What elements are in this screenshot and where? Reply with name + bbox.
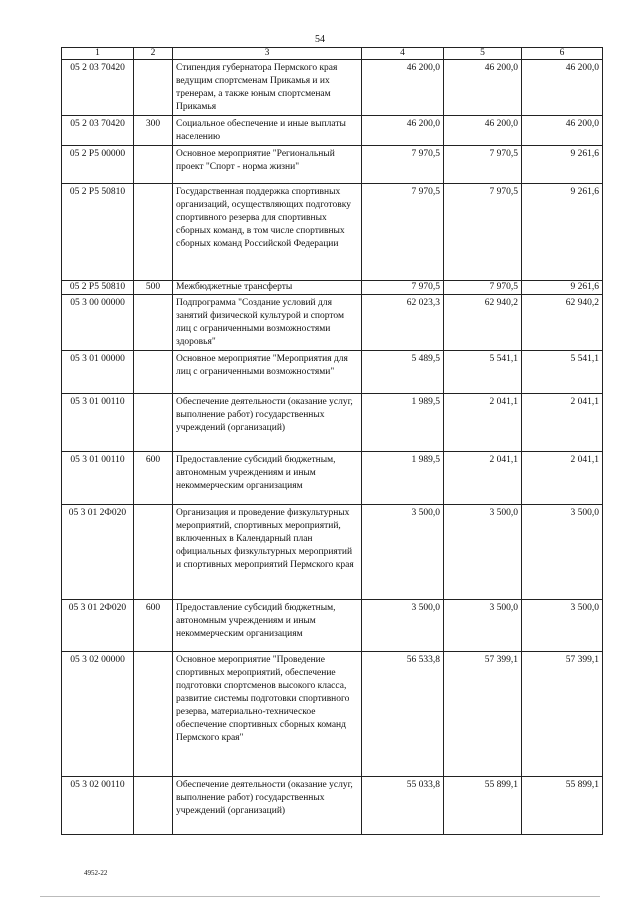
table-row: [62, 60, 603, 116]
row-value-1: 3 500,0: [362, 600, 444, 652]
row-value-3: 9 261,6: [522, 281, 603, 295]
row-value-3: 9 261,6: [522, 184, 603, 281]
row-value-2: 2 041,1: [444, 394, 522, 452]
row-code: 05 3 01 00000: [62, 351, 134, 394]
row-value-1: 7 970,5: [362, 184, 444, 281]
row-value-2: 5 541,1: [444, 351, 522, 394]
table-row: [62, 351, 603, 394]
page-number: 54: [315, 34, 325, 45]
row-value-3: 46 200,0: [522, 60, 603, 116]
header-col-5: 5: [444, 48, 522, 60]
table-row: [62, 295, 603, 351]
row-code: 05 2 03 70420: [62, 60, 134, 116]
row-code: 05 3 00 00000: [62, 295, 134, 351]
row-code: 05 3 01 00110: [62, 394, 134, 452]
header-col-1: 1: [62, 48, 134, 60]
row-name: Основное мероприятие "Мероприятия для лиц с ограниченными возможностями": [173, 351, 362, 394]
row-value-1: 1 989,5: [362, 394, 444, 452]
row-value-1: 3 500,0: [362, 505, 444, 600]
row-value-3: 57 399,1: [522, 652, 603, 777]
row-code: 05 3 01 2Ф020: [62, 600, 134, 652]
page-bottom-divider: [40, 896, 600, 897]
row-value-1: 62 023,3: [362, 295, 444, 351]
row-value-1: 5 489,5: [362, 351, 444, 394]
row-value-3: 62 940,2: [522, 295, 603, 351]
row-expense-type: [134, 184, 173, 281]
row-value-2: 3 500,0: [444, 600, 522, 652]
row-code: 05 3 01 00110: [62, 452, 134, 505]
header-col-4: 4: [362, 48, 444, 60]
header-col-3: 3: [173, 48, 362, 60]
row-value-3: 2 041,1: [522, 452, 603, 505]
row-code: 05 2 03 70420: [62, 116, 134, 146]
row-value-1: 46 200,0: [362, 60, 444, 116]
row-value-3: 2 041,1: [522, 394, 603, 452]
row-expense-type: [134, 652, 173, 777]
row-expense-type: [134, 295, 173, 351]
row-value-1: 1 989,5: [362, 452, 444, 505]
row-value-1: 56 533,8: [362, 652, 444, 777]
row-value-2: 46 200,0: [444, 60, 522, 116]
row-value-3: 55 899,1: [522, 777, 603, 835]
row-value-2: 62 940,2: [444, 295, 522, 351]
header-col-6: 6: [522, 48, 603, 60]
table-row: [62, 184, 603, 281]
table-row: [62, 505, 603, 600]
table-row: [62, 146, 603, 184]
row-value-2: 7 970,5: [444, 146, 522, 184]
table-row: [62, 600, 603, 652]
row-code: 05 2 P5 50810: [62, 184, 134, 281]
row-value-1: 46 200,0: [362, 116, 444, 146]
row-expense-type: [134, 351, 173, 394]
row-name: Обеспечение деятельности (оказание услуг, выполнение работ) государственных учреждений (организаций): [173, 394, 362, 452]
row-code: 05 3 02 00110: [62, 777, 134, 835]
row-name: Государственная поддержка спортивных организаций, осуществляющих подготовку спортивного резерва для спортивных сборных команд, в том числе спортивных сборных команд Российской Федерации: [173, 184, 362, 281]
budget-table: [61, 47, 603, 835]
row-value-3: 46 200,0: [522, 116, 603, 146]
row-value-1: 7 970,5: [362, 146, 444, 184]
row-expense-type: [134, 146, 173, 184]
table-row: [62, 452, 603, 505]
document-footer-code: 4952-22: [84, 869, 108, 877]
row-value-3: 5 541,1: [522, 351, 603, 394]
row-name: Социальное обеспечение и иные выплаты населению: [173, 116, 362, 146]
row-value-2: 57 399,1: [444, 652, 522, 777]
row-name: Предоставление субсидий бюджетным, автономным учреждениям и иным некоммерческим организациям: [173, 600, 362, 652]
row-name: Подпрограмма "Создание условий для занятий физической культурой и спортом лиц с ограниченными возможностями здоровья": [173, 295, 362, 351]
table-row: [62, 281, 603, 295]
row-code: 05 2 P5 50810: [62, 281, 134, 295]
table-row: [62, 652, 603, 777]
row-name: Основное мероприятие "Проведение спортивных мероприятий, обеспечение подготовки спортсменов высокого класса, развитие системы подготовки спортивного резерва, материально-техническое обеспечение спортивных сборных команд Пермского края": [173, 652, 362, 777]
row-value-2: 7 970,5: [444, 184, 522, 281]
row-name: Предоставление субсидий бюджетным, автономным учреждениям и иным некоммерческим организациям: [173, 452, 362, 505]
row-name: Основное мероприятие "Региональный проект "Спорт - норма жизни": [173, 146, 362, 184]
row-value-2: 55 899,1: [444, 777, 522, 835]
row-expense-type: [134, 60, 173, 116]
row-value-1: 55 033,8: [362, 777, 444, 835]
row-expense-type: 600: [134, 600, 173, 652]
row-name: Обеспечение деятельности (оказание услуг, выполнение работ) государственных учреждений (организаций): [173, 777, 362, 835]
row-code: 05 3 01 2Ф020: [62, 505, 134, 600]
table-row: [62, 394, 603, 452]
row-expense-type: 600: [134, 452, 173, 505]
row-code: 05 2 P5 00000: [62, 146, 134, 184]
table-header-row: [62, 48, 603, 60]
row-name: Организация и проведение физкультурных мероприятий, спортивных мероприятий, включенных в Календарный план официальных физкультурных мероприятий и спортивных мероприятий Пермского края: [173, 505, 362, 600]
row-expense-type: [134, 505, 173, 600]
table-row: [62, 116, 603, 146]
row-value-2: 2 041,1: [444, 452, 522, 505]
row-value-1: 7 970,5: [362, 281, 444, 295]
header-col-2: 2: [134, 48, 173, 60]
row-value-2: 3 500,0: [444, 505, 522, 600]
row-code: 05 3 02 00000: [62, 652, 134, 777]
row-expense-type: [134, 777, 173, 835]
row-expense-type: 300: [134, 116, 173, 146]
table-row: [62, 777, 603, 835]
row-value-3: 9 261,6: [522, 146, 603, 184]
row-expense-type: 500: [134, 281, 173, 295]
row-name: Стипендия губернатора Пермского края ведущим спортсменам Прикамья и их тренерам, а также юным спортсменам Прикамья: [173, 60, 362, 116]
row-name: Межбюджетные трансферты: [173, 281, 362, 295]
row-expense-type: [134, 394, 173, 452]
row-value-2: 46 200,0: [444, 116, 522, 146]
row-value-3: 3 500,0: [522, 600, 603, 652]
row-value-2: 7 970,5: [444, 281, 522, 295]
row-value-3: 3 500,0: [522, 505, 603, 600]
